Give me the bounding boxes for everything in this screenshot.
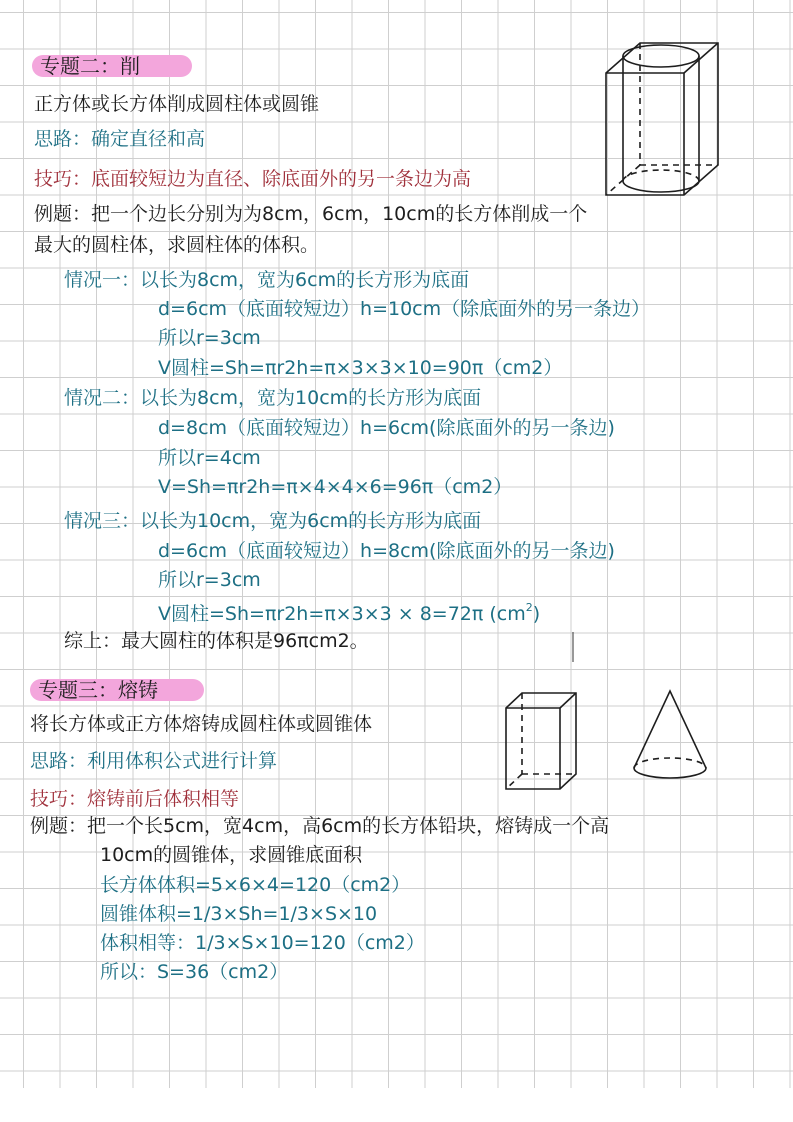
case3-line1: 情况三：以长为10cm，宽为6cm的长方形为底面 (64, 510, 482, 532)
case2-line3: 所以r=4cm (158, 447, 261, 469)
section3-example-line2: 10cm的圆锥体，求圆锥底面积 (100, 844, 363, 866)
section2-summary: 综上：最大圆柱的体积是96πcm2。 (64, 630, 369, 652)
section2-tip: 技巧：底面较短边为直径、除底面外的另一条边为高 (34, 168, 472, 190)
section3-step3: 体积相等：1/3×S×10=120（cm2） (100, 932, 425, 954)
section3-step2: 圆锥体积=1/3×Sh=1/3×S×10 (100, 903, 378, 925)
case3-formula: V圆柱=Sh=πr2h=π×3×3 × 8=72π (cm (158, 603, 526, 625)
section2-idea: 思路：确定直径和高 (34, 128, 206, 150)
case1-line4: V圆柱=Sh=πr2h=π×3×3×10=90π（cm2） (158, 357, 563, 379)
case2-line1: 情况二：以长为8cm，宽为10cm的长方形为底面 (64, 387, 482, 409)
section3-example-line1: 例题：把一个长5cm，宽4cm，高6cm的长方体铅块，熔铸成一个高 (30, 815, 610, 837)
case3-line3: 所以r=3cm (158, 569, 261, 591)
section3-intro: 将长方体或正方体熔铸成圆柱体或圆锥体 (30, 713, 373, 735)
case1-line1: 情况一：以长为8cm，宽为6cm的长方形为底面 (64, 269, 470, 291)
section3-title: 专题三：熔铸 (38, 678, 158, 702)
section2-title: 专题二：削 (40, 54, 140, 78)
case3-line2: d=6cm（底面较短边）h=8cm(除底面外的另一条边) (158, 540, 615, 562)
connector-line (570, 632, 576, 662)
page-bottom-margin (0, 1088, 793, 1122)
section3-step1: 长方体体积=5×6×4=120（cm2） (100, 874, 411, 896)
section3-idea: 思路：利用体积公式进行计算 (30, 750, 278, 772)
cuboid-figure (500, 690, 580, 792)
section2-example-line1: 例题：把一个边长分别为为8cm，6cm，10cm的长方体削成一个 (34, 203, 588, 225)
cone-figure (630, 688, 710, 790)
case2-line2: d=8cm（底面较短边）h=6cm(除底面外的另一条边) (158, 417, 615, 439)
section2-example-line2: 最大的圆柱体，求圆柱体的体积。 (34, 234, 320, 256)
case1-line2: d=6cm（底面较短边）h=10cm（除底面外的另一条边） (158, 298, 651, 320)
case3-line4 (158, 596, 540, 626)
case2-line4: V=Sh=πr2h=π×4×4×6=96π（cm2） (158, 476, 513, 498)
section3-tip: 技巧：熔铸前后体积相等 (30, 788, 240, 810)
case1-line3: 所以r=3cm (158, 327, 261, 349)
section2-intro: 正方体或长方体削成圆柱体或圆锥 (34, 93, 320, 115)
case3-unit-close: ) (532, 603, 541, 625)
case3-unit-exponent: 2 (525, 601, 533, 614)
section3-step4: 所以：S=36（cm2） (100, 961, 289, 983)
cylinder-in-cuboid-figure (600, 40, 725, 200)
